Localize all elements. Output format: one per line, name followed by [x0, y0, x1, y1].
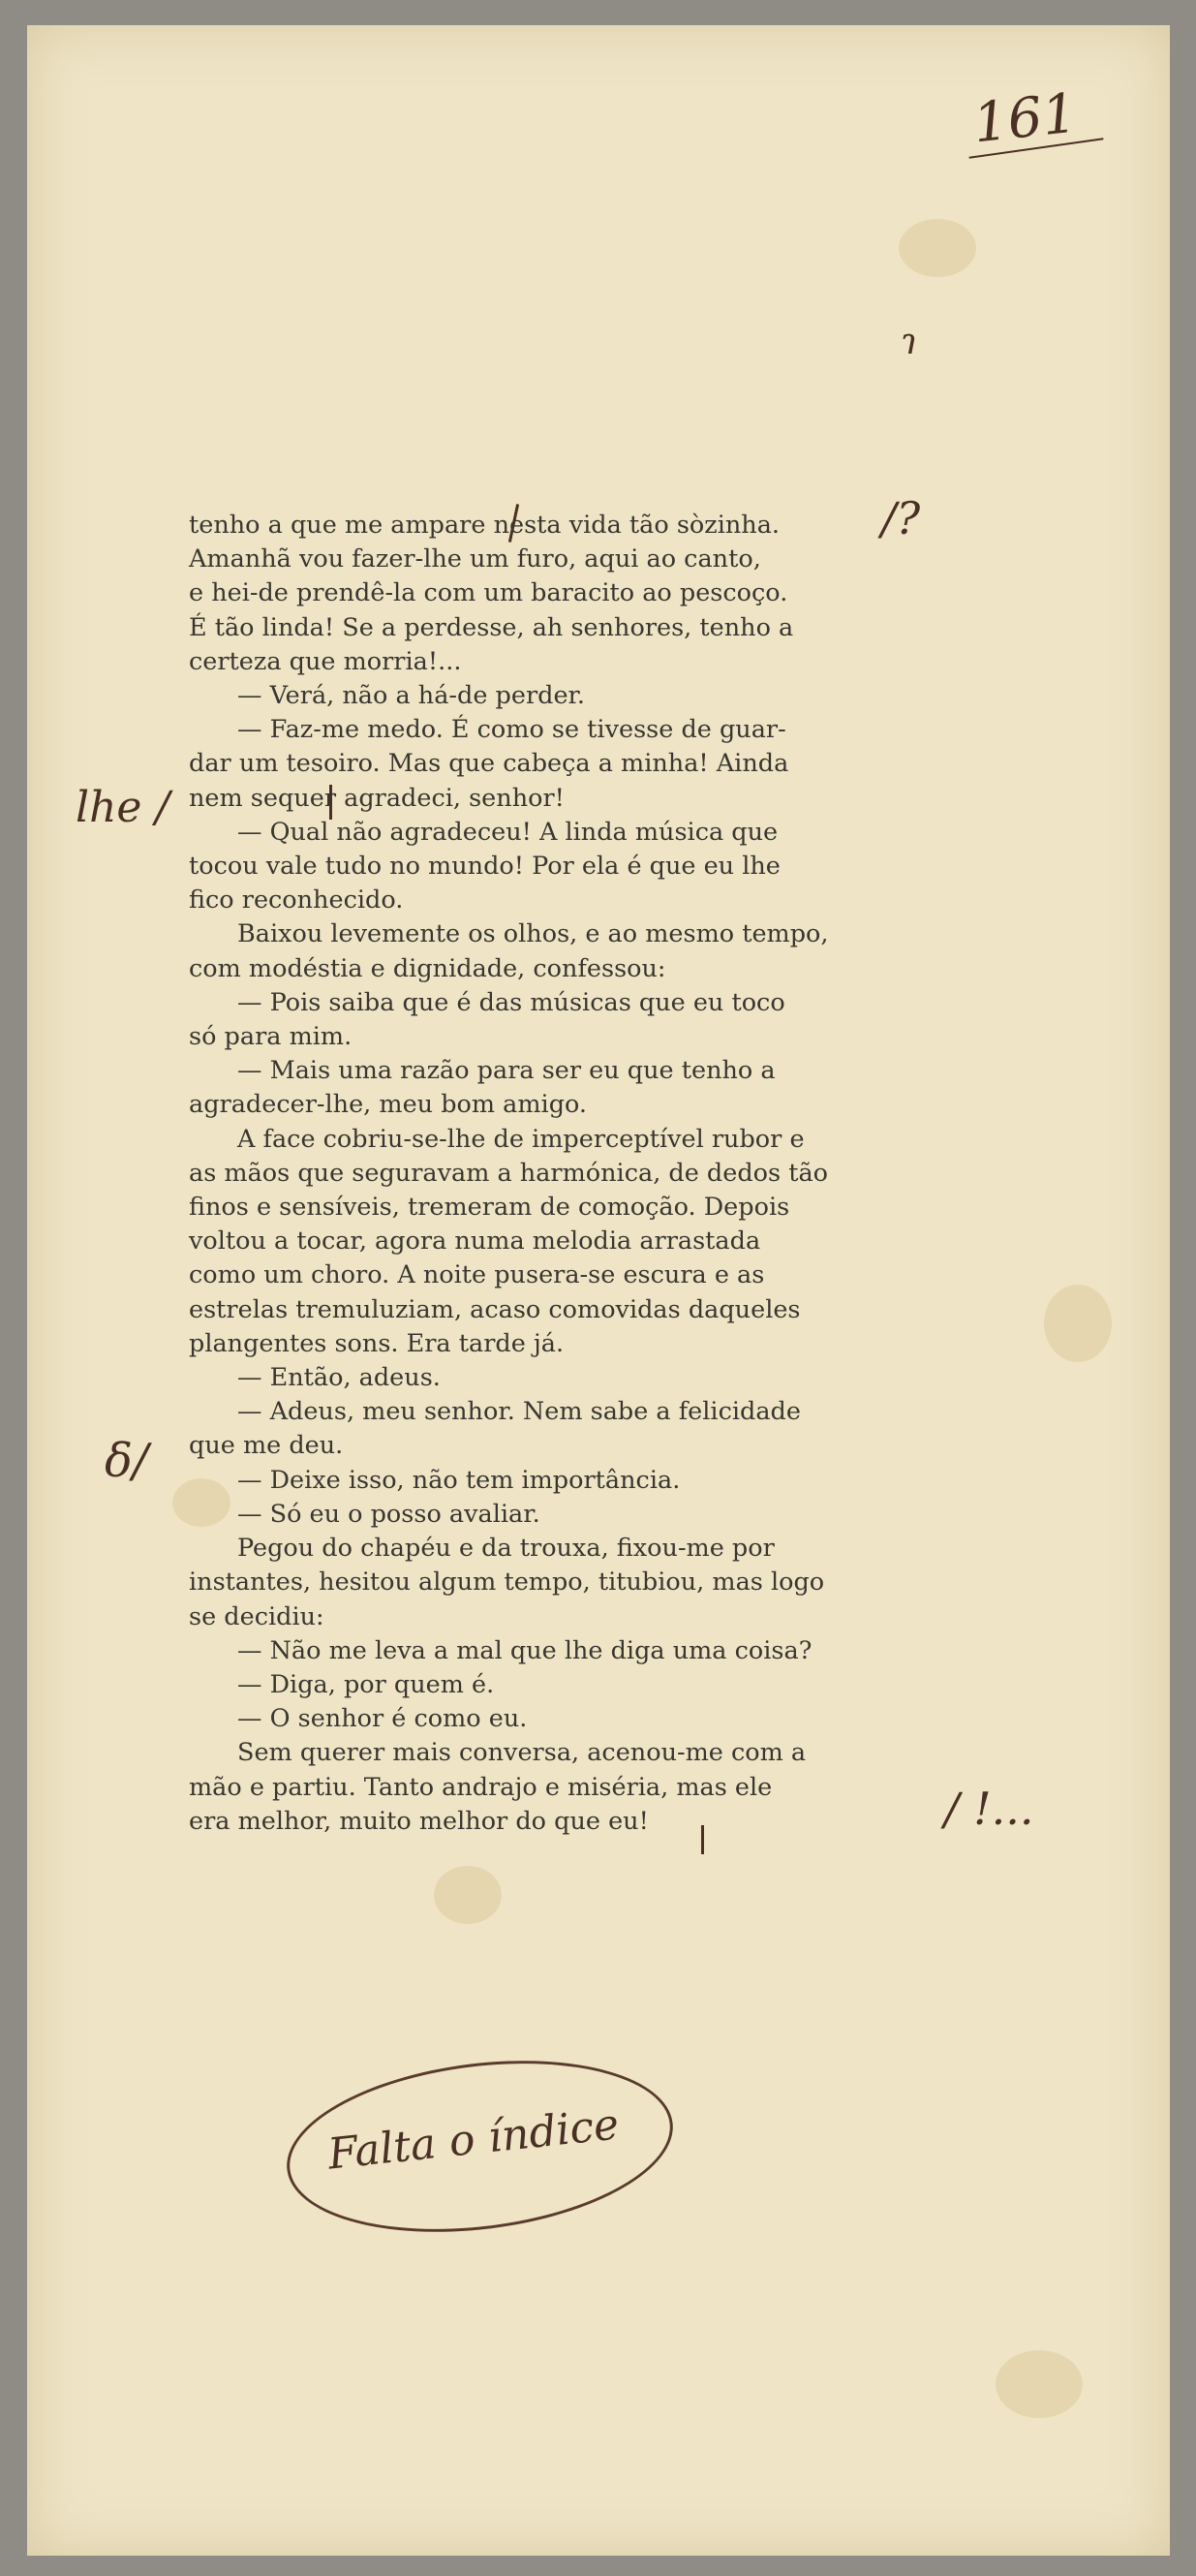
- margin-note-top-right: /?: [881, 492, 921, 544]
- margin-note-exclamation: / !...: [944, 1783, 1034, 1835]
- text-line: — O senhor é como eu.: [237, 1704, 528, 1734]
- text-line: — Qual não agradeceu! A linda música que: [237, 817, 779, 847]
- text-line: e hei-de prendê-la com um baracito ao pescoço.: [189, 578, 788, 608]
- text-line: — Então, adeus.: [237, 1363, 441, 1393]
- text-line: — Diga, por quem é.: [237, 1669, 495, 1699]
- stain: [434, 1866, 502, 1924]
- text-line: tenho a que me ampare nesta vida tão sòzinha.: [189, 511, 781, 540]
- page-number: 161: [969, 81, 1080, 156]
- stain: [899, 219, 976, 277]
- text-line: — Faz-me medo. É como se tivesse de guar-: [237, 715, 786, 745]
- text-line: como um choro. A noite pusera-se escura e as: [189, 1260, 765, 1290]
- text-line: plangentes sons. Era tarde já.: [189, 1328, 565, 1358]
- text-line: A face cobriu-se-lhe de imperceptível rubor e: [237, 1124, 805, 1154]
- text-line: estrelas tremuluziam, acaso comovidas daqueles: [189, 1294, 801, 1324]
- text-line: as mãos que seguravam a harmónica, de dedos tão: [189, 1158, 829, 1188]
- text-line: mão e partiu. Tanto andrajo e miséria, mas ele: [189, 1772, 773, 1802]
- text-line: instantes, hesitou algum tempo, titubiou, mas logo: [189, 1567, 825, 1598]
- stain: [996, 2350, 1083, 2418]
- margin-note-lhe: lhe /: [76, 783, 170, 832]
- text-line: era melhor, muito melhor do que eu!: [189, 1806, 649, 1836]
- text-line: — Adeus, meu senhor. Nem sabe a felicidade: [237, 1397, 801, 1427]
- stain: [1044, 1285, 1112, 1362]
- margin-tick-mark: ɿ: [901, 320, 918, 362]
- text-line: É tão linda! Se a perdesse, ah senhores, tenho a: [189, 612, 794, 642]
- text-line: que me deu.: [189, 1431, 344, 1461]
- text-line: certeza que morria!...: [189, 646, 462, 676]
- text-line: — Pois saiba que é das músicas que eu toco: [237, 987, 785, 1017]
- text-line: se decidiu:: [189, 1601, 324, 1631]
- text-line: Pegou do chapéu e da trouxa, fixou-me por: [237, 1534, 775, 1564]
- text-line: Sem querer mais conversa, acenou-me com a: [237, 1738, 807, 1768]
- text-line: dar um tesoiro. Mas que cabeça a minha! Ainda: [189, 749, 789, 779]
- text-line: só para mim.: [189, 1022, 353, 1052]
- margin-note-delete-mark: δ/: [105, 1434, 149, 1488]
- text-line: fico reconhecido.: [189, 885, 404, 916]
- body-text: [189, 509, 857, 1839]
- text-line: tocou vale tudo no mundo! Por ela é que eu lhe: [189, 852, 781, 882]
- text-line: Baixou levemente os olhos, e ao mesmo tempo,: [237, 919, 829, 949]
- text-line: voltou a tocar, agora numa melodia arrastada: [189, 1226, 761, 1257]
- text-line: nem sequer agradeci, senhor!: [189, 783, 565, 813]
- text-line: — Deixe isso, não tem importância.: [237, 1465, 681, 1495]
- bottom-handwritten-note: Falta o índice: [325, 2099, 622, 2180]
- text-line: finos e sensíveis, tremeram de comoção. Depois: [189, 1193, 790, 1223]
- text-line: com modéstia e dignidade, confessou:: [189, 953, 666, 983]
- text-line: Amanhã vou fazer-lhe um furo, aqui ao canto,: [189, 544, 761, 574]
- text-line: — Verá, não a há-de perder.: [237, 681, 586, 711]
- text-line: — Não me leva a mal que lhe diga uma coisa?: [237, 1635, 813, 1665]
- text-line: — Mais uma razão para ser eu que tenho a: [237, 1056, 776, 1086]
- text-line: — Só eu o posso avaliar.: [237, 1499, 540, 1529]
- text-line: agradecer-lhe, meu bom amigo.: [189, 1090, 588, 1120]
